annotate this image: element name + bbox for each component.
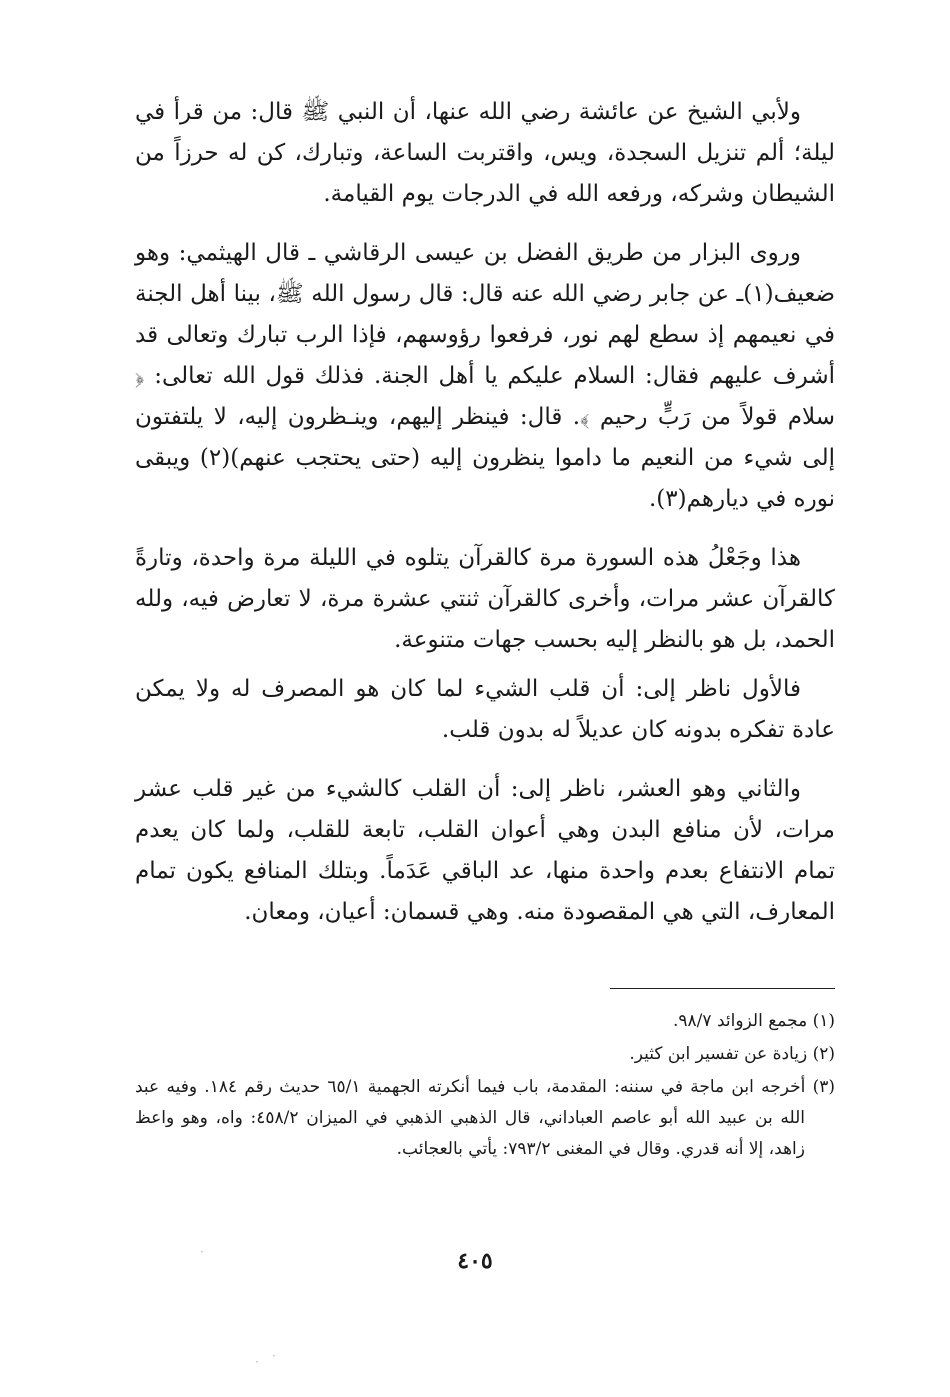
paragraph-1: ولأبي الشيخ عن عائشة رضي الله عنها، أن النبي ﷺ قال: من قرأ في ليلة؛ ألم تنزيل السجدة، ويس، واقتربت الساعة، وتبارك، كن له حرزاً من الشيطان وشركه، ورفعه الله في الدرجات يوم القيامة. bbox=[135, 99, 835, 207]
paragraph-4: فالأول ناظر إلى: أن قلب الشيء لما كان هو المصرف له ولا يمكن عادة تفكره بدونه كان عديلاً له بدون قلب. bbox=[135, 676, 835, 743]
scan-speck: · bbox=[255, 1355, 259, 1369]
scan-speck: · bbox=[200, 1245, 204, 1259]
paragraph-2: وروى البزار من طريق الفضل بن عيسى الرقاشي ـ قال الهيثمي: وهو ضعيف(١)ـ عن جابر رضي الله عنه قال: قال رسول الله ﷺ، بينا أهل الجنة في نعيمهم إذ سطع لهم نور، فرفعوا رؤوسهم، فإذا الرب تبارك وتعالى قد أشرف عليهم فقال: السلام عليكم يا أهل الجنة. فذلك قول الله تعالى: ﴿ سلام قولاً من رَبٍّ رحيم ﴾. قال: فينظر إليهم، وينـظرون إليه، لا يلتفتون إلى شيء من النعيم ما داموا ينظرون إليه (حتى يحتجب عنهم)(٢) ويبقى نوره في ديارهم(٣). bbox=[135, 240, 835, 512]
scan-speck: · bbox=[272, 1349, 276, 1363]
paragraph-5: والثاني وهو العشر، ناظر إلى: أن القلب كالشيء من غير قلب عشر مرات، لأن منافع البدن وهي أعوان القلب، تابعة للقلب، ولما كان يعدم تمام الانتفاع بعدم واحدة منها، عد الباقي عَدَماً. وبتلك المنافع يكون تمام المعارف، التي هي المقصودة منه. وهي قسمان: أعيان، ومعان. bbox=[135, 776, 835, 925]
footnote-divider bbox=[610, 988, 835, 989]
page-number: ٤٠٥ bbox=[457, 1248, 493, 1274]
footnotes bbox=[135, 1006, 835, 1167]
footnote-2: (٢) زيادة عن تفسير ابن كثير. bbox=[629, 1044, 835, 1064]
main-text bbox=[135, 92, 835, 951]
paragraph-3: هذا وجَعْلُ هذه السورة مرة كالقرآن يتلوه في الليلة مرة واحدة، وتارةً كالقرآن عشر مرات، وأخرى كالقرآن ثنتي عشرة مرة، لا تعارض فيه، ولله الحمد، بل هو بالنظر إليه بحسب جهات متنوعة. bbox=[135, 545, 835, 653]
footnote-1: (١) مجمع الزوائد ٩٨/٧. bbox=[673, 1011, 835, 1031]
footnote-3: (٣) أخرجه ابن ماجة في سننه: المقدمة، باب فيما أنكرته الجهمية ٦٥/١ حديث رقم ١٨٤. وفيه عبد الله بن عبيد الله أبو عاصم العباداني، قال الذهبي الذهبي في الميزان ٤٥٨/٢: واه، وهو واعظ زاهد، إلا أنه قدري. وقال في المغنى ٧٩٣/٢: يأتي بالعجائب. bbox=[135, 1077, 835, 1159]
